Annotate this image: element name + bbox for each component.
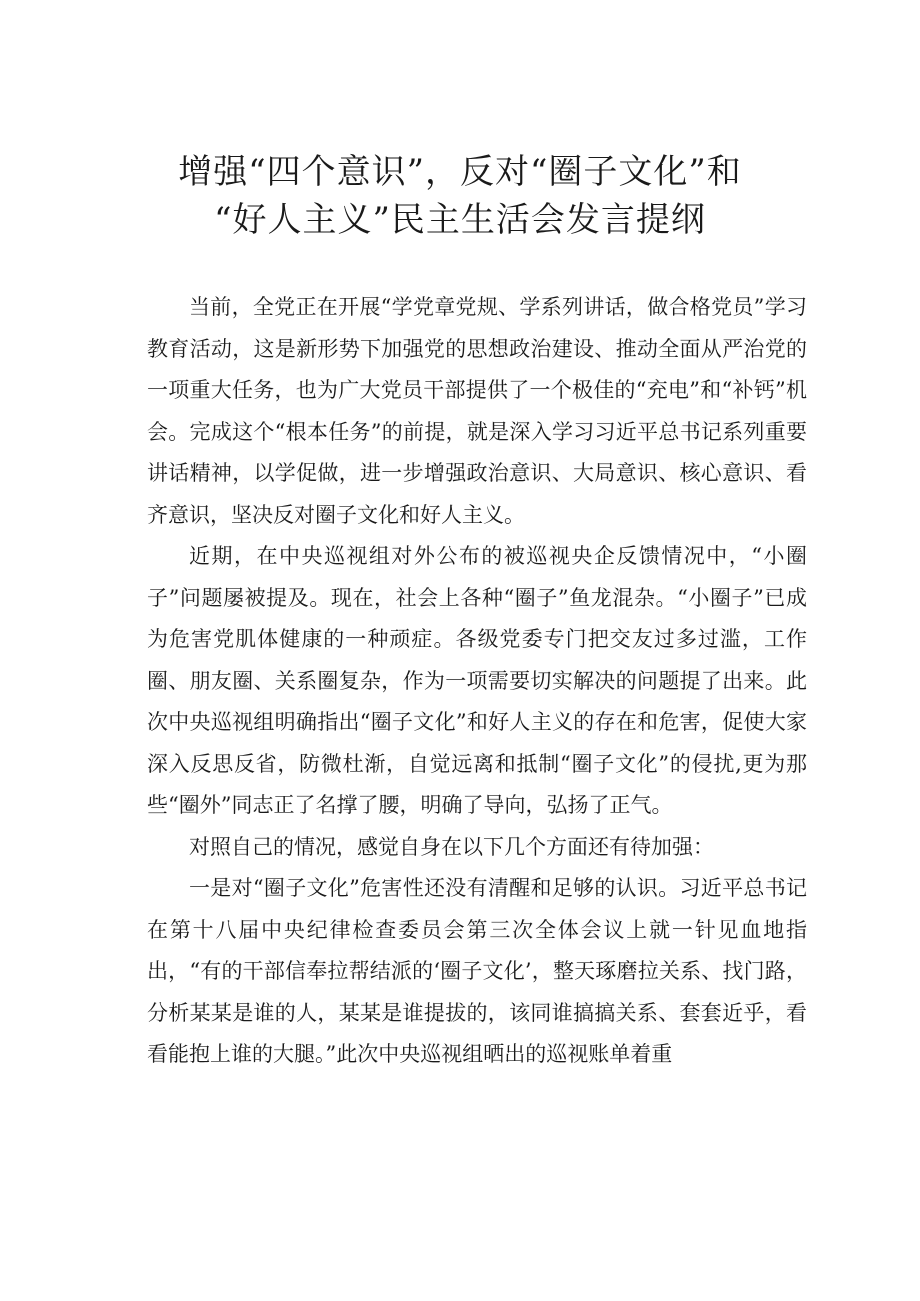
paragraph-recent: 近期，在中央巡视组对外公布的被巡视央企反馈情况中，“小圈子”问题屡被提及。现在，社会上各种“圈子”鱼龙混杂。“小圈子”已成为危害党肌体健康的一种顽症。各级党委专门把交友过多过滥，工作圈、朋友圈、关系圈复杂，作为一项需要切实解决的问题提了出来。此次中央巡视组明确指出“圈子文化”和好人主义的存在和危害，促使大家深入反思反省，防微杜渐，自觉远离和抵制“圈子文化”的侵扰,更为那些“圈外”同志正了名撑了腰，明确了导向，弘扬了正气。 xyxy=(147,544,807,817)
paragraph-point-one: 一是对“圈子文化”危害性还没有清醒和足够的认识。习近平总书记在第十八届中央纪律检查委员会第三次全体会议上就一针见血地指出，“有的干部信奉拉帮结派的‘圈子文化’，整天琢磨拉关系、找门路，分析某某是谁的人，某某是谁提拔的，该同谁搞搞关系、套套近乎，看看能抱上谁的大腿。”此次中央巡视组晒出的巡视账单着重 xyxy=(147,876,807,1066)
title-line-1: 增强“四个意识”，反对“圈子文化”和 xyxy=(178,152,742,192)
document-body xyxy=(147,287,807,1076)
paragraph-self-check: 对照自己的情况，感觉自身在以下几个方面还有待加强： xyxy=(189,834,714,859)
paragraph-intro: 当前，全党正在开展“学党章党规、学系列讲话，做合格党员”学习教育活动，这是新形势下加强党的思想政治建设、推动全面从严治党的一项重大任务，也为广大党员干部提供了一个极佳的“充电”和“补钙”机会。完成这个“根本任务”的前提，就是深入学习习近平总书记系列重要讲话精神，以学促做，进一步增强政治意识、大局意识、核心意识、看齐意识，坚决反对圈子文化和好人主义。 xyxy=(147,295,807,527)
document-title xyxy=(100,148,820,244)
title-line-2: “好人主义”民主生活会发言提纲 xyxy=(214,200,706,240)
